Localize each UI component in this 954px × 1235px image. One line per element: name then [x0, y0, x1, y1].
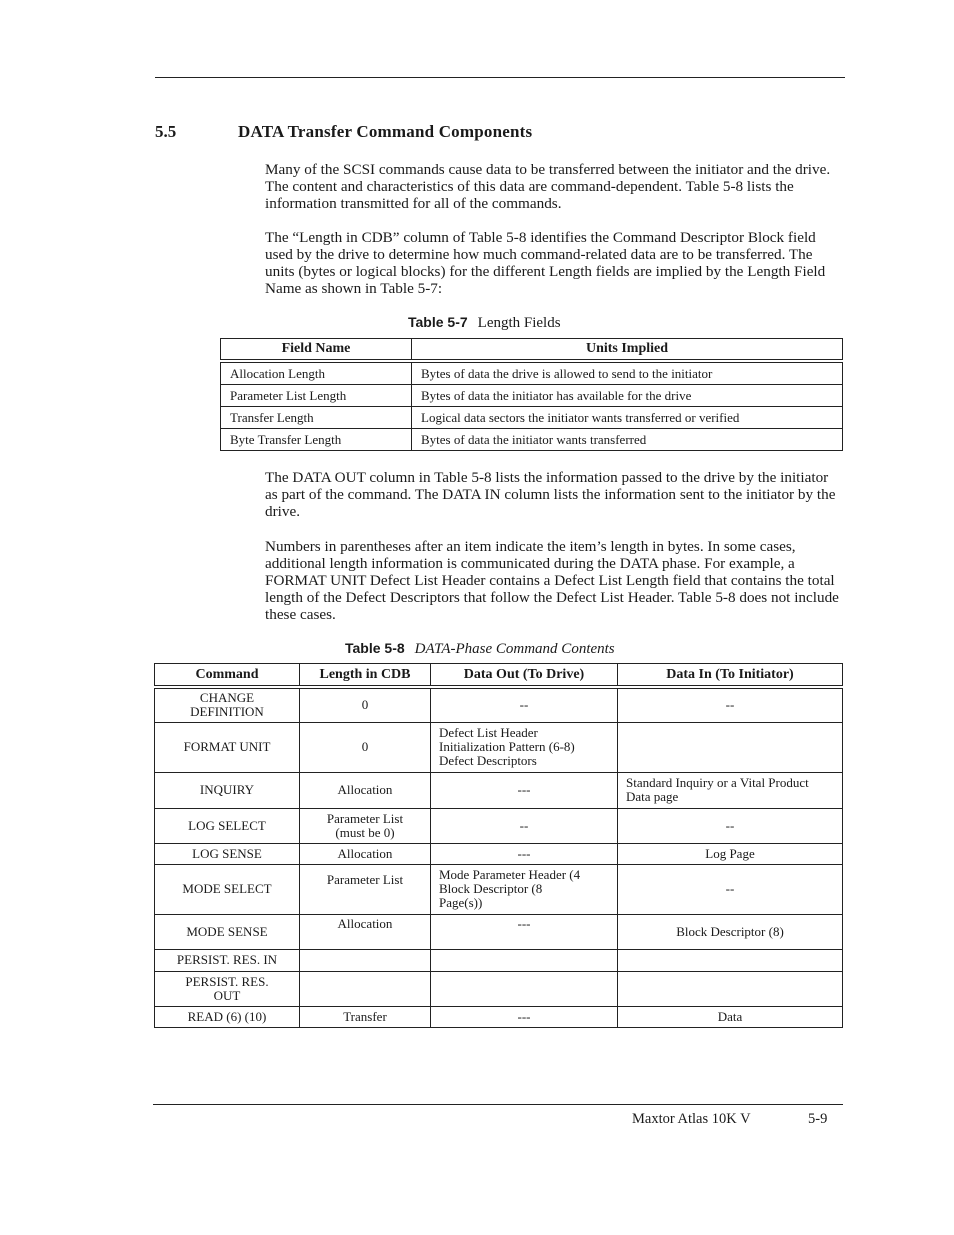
page-number: 5-9: [808, 1111, 828, 1127]
section-title: DATA Transfer Command Components: [238, 122, 533, 141]
table-5-7-title: Length Fields: [477, 315, 561, 331]
command-cell: READ (6) (10): [155, 1006, 300, 1027]
table-row: [155, 772, 843, 808]
table-cell: Transfer Length: [221, 407, 412, 429]
length-cell: 0: [300, 722, 431, 772]
table-5-7-caption: [408, 314, 561, 332]
header-rule: [155, 77, 845, 78]
table-header-row: [155, 664, 843, 688]
column-header: Length in CDB: [300, 664, 431, 688]
command-cell: MODE SELECT: [155, 864, 300, 914]
table-5-8-title: DATA-Phase Command Contents: [414, 641, 615, 657]
data-out-cell: --: [431, 808, 618, 843]
data-in-cell: --: [618, 687, 843, 722]
table-row: [155, 843, 843, 864]
data-out-cell: ---: [431, 1006, 618, 1027]
table-row: [155, 722, 843, 772]
column-header: Field Name: [221, 339, 412, 362]
length-cell: 0: [300, 687, 431, 722]
column-header: Units Implied: [412, 339, 843, 362]
section-number: 5.5: [155, 122, 177, 141]
command-cell: LOG SELECT: [155, 808, 300, 843]
table-cell: Bytes of data the drive is allowed to send to the initiator: [412, 361, 843, 385]
length-cell: Allocation: [300, 772, 431, 808]
data-in-cell: [618, 971, 843, 1006]
length-cell: [300, 949, 431, 971]
command-cell: INQUIRY: [155, 772, 300, 808]
data-in-cell: Block Descriptor (8): [618, 914, 843, 949]
data-out-cell: ---: [431, 772, 618, 808]
table-row: [221, 385, 843, 407]
data-in-cell: [618, 722, 843, 772]
length-cell: [300, 971, 431, 1006]
data-out-cell: [431, 971, 618, 1006]
length-cell: Allocation: [300, 914, 431, 949]
data-in-cell: --: [618, 864, 843, 914]
data-out-cell: ---: [431, 914, 618, 949]
length-cell: Parameter List: [300, 864, 431, 914]
table-row: [221, 407, 843, 429]
data-in-cell: Standard Inquiry or a Vital Product Data page: [618, 772, 843, 808]
length-cell: Allocation: [300, 843, 431, 864]
command-cell: PERSIST. RES. IN: [155, 949, 300, 971]
table-row: [155, 1006, 843, 1027]
table-row: [221, 361, 843, 385]
data-out-cell: ---: [431, 843, 618, 864]
column-header: Command: [155, 664, 300, 688]
table-5-8-label: Table 5-8: [345, 640, 405, 656]
table-5-7-label: Table 5-7: [408, 314, 468, 330]
table-cell: Bytes of data the initiator wants transferred: [412, 429, 843, 451]
column-header: Data Out (To Drive): [431, 664, 618, 688]
length-cell: Parameter List (must be 0): [300, 808, 431, 843]
table-cell: Logical data sectors the initiator wants transferred or verified: [412, 407, 843, 429]
table-cell: Allocation Length: [221, 361, 412, 385]
data-out-cell: --: [431, 687, 618, 722]
table-row: [155, 914, 843, 949]
data-in-cell: Log Page: [618, 843, 843, 864]
paragraph-intro: Many of the SCSI commands cause data to be transferred between the initiator and the drive. The content and characteristics of this data are command-dependent. Table 5-8 lists the information transmitted for all of the commands.: [265, 161, 831, 212]
table-cell: Bytes of data the initiator has available for the drive: [412, 385, 843, 407]
table-row: [155, 971, 843, 1006]
table-row: [155, 808, 843, 843]
data-in-cell: Data: [618, 1006, 843, 1027]
command-cell: FORMAT UNIT: [155, 722, 300, 772]
data-out-cell: Mode Parameter Header (4 Block Descriptor (8 Page(s)): [431, 864, 618, 914]
footer-rule: [153, 1104, 843, 1105]
data-out-cell: [431, 949, 618, 971]
paragraph-length-in-cdb: The “Length in CDB” column of Table 5-8 identifies the Command Descriptor Block field used by the drive to determine how much command-related data are to be transferred. The units (bytes or logical blocks) for the different Length fields are implied by the Length Field Name as shown in Table 5-7:: [265, 229, 826, 297]
command-cell: MODE SENSE: [155, 914, 300, 949]
command-cell: CHANGE DEFINITION: [155, 687, 300, 722]
data-phase-command-table: [154, 663, 843, 1028]
length-cell: Transfer: [300, 1006, 431, 1027]
command-cell: PERSIST. RES. OUT: [155, 971, 300, 1006]
column-header: Data In (To Initiator): [618, 664, 843, 688]
data-in-cell: --: [618, 808, 843, 843]
table-row: [221, 429, 843, 451]
table-row: [155, 949, 843, 971]
data-in-cell: [618, 949, 843, 971]
footer-product-name: Maxtor Atlas 10K V: [632, 1111, 751, 1127]
table-row: [155, 864, 843, 914]
table-cell: Parameter List Length: [221, 385, 412, 407]
length-fields-table: [220, 338, 843, 451]
command-cell: LOG SENSE: [155, 843, 300, 864]
paragraph-lengths-note: Numbers in parentheses after an item indicate the item’s length in bytes. In some cases, additional length information is communicated during the DATA phase. For example, a FORMAT UNIT Defect List Header contains a Defect List Length field that contains the total length of the Defect Descriptors that follow the Defect List Header. Table 5-8 does not include these cases.: [265, 538, 839, 623]
table-cell: Byte Transfer Length: [221, 429, 412, 451]
table-row: [155, 687, 843, 722]
data-out-cell: Defect List Header Initialization Pattern (6-8) Defect Descriptors: [431, 722, 618, 772]
paragraph-data-out-in: The DATA OUT column in Table 5-8 lists the information passed to the drive by the initiator as part of the command. The DATA IN column lists the information sent to the initiator by the drive.: [265, 469, 836, 520]
table-5-8-caption: [345, 640, 615, 658]
table-header-row: [221, 339, 843, 362]
